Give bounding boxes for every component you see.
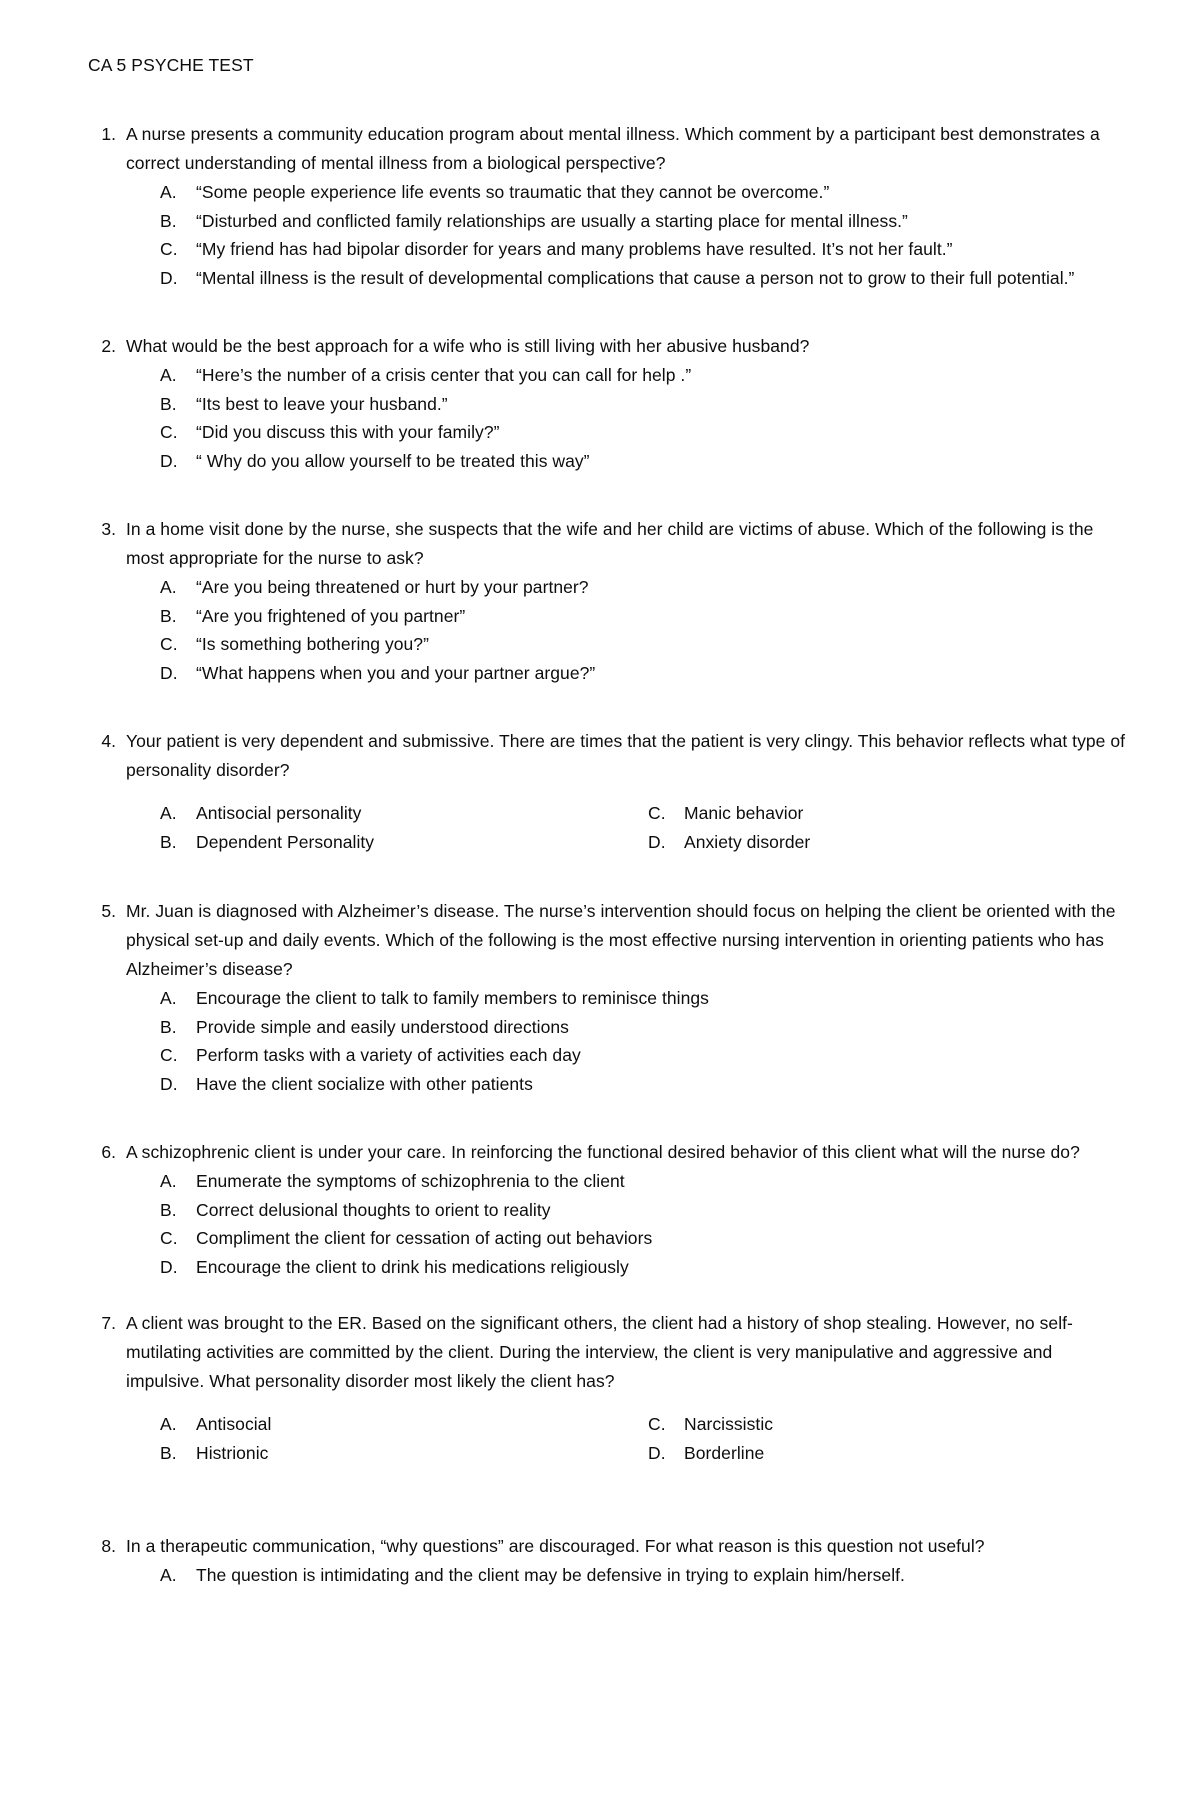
spacer: [88, 475, 1126, 515]
option-c[interactable]: [648, 799, 1068, 828]
option-text: Encourage the client to talk to family members to reminisce things: [196, 988, 709, 1008]
option-d[interactable]: [160, 1070, 1126, 1099]
option-c[interactable]: [160, 630, 1126, 659]
option-letter: D.: [160, 1073, 178, 1094]
question-8: [88, 1532, 1126, 1590]
option-a[interactable]: [160, 1410, 648, 1439]
option-text: Perform tasks with a variety of activities each day: [196, 1045, 581, 1065]
option-list: [126, 799, 1126, 857]
option-letter: D.: [648, 1443, 666, 1463]
option-list: [126, 1561, 1126, 1590]
option-d[interactable]: [648, 828, 1068, 857]
question-number: 4.: [101, 731, 116, 751]
question-2: [88, 332, 1126, 475]
option-text: Dependent Personality: [196, 832, 375, 852]
option-letter: D.: [160, 267, 178, 288]
option-letter: A.: [160, 1414, 177, 1434]
option-text: Anxiety disorder: [684, 832, 811, 852]
question-number: 1.: [101, 124, 116, 144]
question-stem: Your patient is very dependent and submissive. There are times that the patient is very clingy. This behavior reflects what type of personality disorder?: [126, 731, 1126, 780]
option-text: “Are you frightened of you partner”: [196, 605, 466, 626]
option-list: [126, 984, 1126, 1098]
option-letter: C.: [160, 1045, 178, 1065]
option-letter: D.: [160, 1256, 178, 1277]
option-d[interactable]: [160, 264, 1126, 293]
option-letter: B.: [160, 832, 177, 852]
option-letter: B.: [160, 605, 177, 626]
option-d[interactable]: [648, 1439, 1068, 1468]
option-c[interactable]: [160, 1041, 1126, 1070]
option-text: “Did you discuss this with your family?”: [196, 422, 500, 442]
option-text: Have the client socialize with other patients: [196, 1073, 533, 1094]
option-d[interactable]: [160, 447, 1126, 476]
option-b[interactable]: [160, 207, 1126, 236]
option-text: The question is intimidating and the client may be defensive in trying to explain him/herself.: [196, 1565, 905, 1585]
option-letter: A.: [160, 577, 177, 597]
option-column-left: [160, 1410, 648, 1468]
option-a[interactable]: [160, 1561, 1126, 1590]
question-stem: A schizophrenic client is under your care. In reinforcing the functional desired behavior of this client what will the nurse do?: [126, 1142, 1080, 1162]
option-list: [126, 178, 1126, 292]
option-text: “Some people experience life events so traumatic that they cannot be overcome.”: [196, 182, 830, 202]
spacer: [88, 1468, 1126, 1532]
option-column-right: [648, 799, 1068, 857]
option-letter: B.: [160, 1199, 177, 1220]
question-4: [88, 727, 1126, 857]
question-6: [88, 1138, 1126, 1281]
question-stem: In a home visit done by the nurse, she suspects that the wife and her child are victims of abuse. Which of the following is the most appropriate for the nurse to ask?: [126, 519, 1094, 568]
option-text: “What happens when you and your partner argue?”: [196, 662, 596, 683]
option-list: [126, 1410, 1126, 1468]
question-number: 6.: [101, 1142, 116, 1162]
option-text: “Mental illness is the result of developmental complications that cause a person not to grow to their full potential.”: [196, 267, 1075, 288]
option-letter: D.: [648, 832, 666, 852]
spacer: [88, 1098, 1126, 1138]
option-b[interactable]: [160, 828, 648, 857]
option-b[interactable]: [160, 1013, 1126, 1042]
option-column-right: [648, 1410, 1068, 1468]
option-text: “Is something bothering you?”: [196, 634, 429, 654]
option-text: Enumerate the symptoms of schizophrenia to the client: [196, 1171, 625, 1191]
question-number: 7.: [101, 1313, 116, 1333]
spacer: [88, 687, 1126, 727]
option-list: [126, 361, 1126, 475]
question-number: 2.: [101, 336, 116, 356]
option-text: Borderline: [684, 1443, 765, 1463]
option-c[interactable]: [160, 235, 1126, 264]
option-a[interactable]: [160, 361, 1126, 390]
question-number: 5.: [101, 901, 116, 921]
option-letter: A.: [160, 1565, 177, 1585]
option-b[interactable]: [160, 1439, 648, 1468]
option-letter: B.: [160, 1443, 177, 1463]
option-text: Compliment the client for cessation of acting out behaviors: [196, 1228, 653, 1248]
option-text: “My friend has had bipolar disorder for years and many problems have resulted. It’s not her fault.”: [196, 239, 953, 259]
question-1: [88, 120, 1126, 292]
option-text: Histrionic: [196, 1443, 269, 1463]
option-b[interactable]: [160, 1196, 1126, 1225]
option-c[interactable]: [160, 1224, 1126, 1253]
question-number: 8.: [101, 1536, 116, 1556]
option-d[interactable]: [160, 1253, 1126, 1282]
spacer: [88, 292, 1126, 332]
option-text: Correct delusional thoughts to orient to reality: [196, 1199, 551, 1220]
option-letter: A.: [160, 182, 177, 202]
option-a[interactable]: [160, 1167, 1126, 1196]
question-stem: A client was brought to the ER. Based on the significant others, the client had a history of shop stealing. However, no self-mutilating activities are committed by the client. During the interview, the client is very manipulative and aggressive and impulsive. What personality disorder most likely the client has?: [126, 1313, 1073, 1391]
option-letter: D.: [160, 662, 178, 683]
question-stem: A nurse presents a community education program about mental illness. Which comment by a participant best demonstrates a correct understanding of mental illness from a biological perspective?: [126, 124, 1100, 173]
option-letter: C.: [160, 1228, 178, 1248]
option-letter: D.: [160, 450, 178, 471]
question-3: [88, 515, 1126, 687]
option-letter: B.: [160, 210, 177, 231]
option-text: “Are you being threatened or hurt by your partner?: [196, 577, 589, 597]
option-letter: C.: [160, 239, 178, 259]
option-d[interactable]: [160, 659, 1126, 688]
option-letter: C.: [648, 803, 666, 823]
option-text: Narcissistic: [684, 1414, 774, 1434]
option-letter: C.: [160, 422, 178, 442]
question-stem: In a therapeutic communication, “why questions” are discouraged. For what reason is this question not useful?: [126, 1536, 985, 1556]
option-text: “Here’s the number of a crisis center that you can call for help .”: [196, 365, 692, 385]
option-text: Antisocial personality: [196, 803, 362, 823]
page-title: CA 5 PSYCHE TEST: [88, 55, 254, 75]
option-b[interactable]: [160, 602, 1126, 631]
question-5: [88, 897, 1126, 1098]
option-list: [126, 573, 1126, 687]
option-letter: C.: [648, 1414, 666, 1434]
option-list: [126, 1167, 1126, 1281]
option-a[interactable]: [160, 178, 1126, 207]
option-text: “Its best to leave your husband.”: [196, 393, 448, 414]
option-letter: C.: [160, 634, 178, 654]
question-stem: Mr. Juan is diagnosed with Alzheimer’s disease. The nurse’s intervention should focus on helping the client be oriented with the physical set-up and daily events. Which of the following is the most effective nursing intervention in orienting patients who has Alzheimer’s disease?: [126, 901, 1116, 979]
option-text: Provide simple and easily understood directions: [196, 1016, 569, 1037]
spacer: [88, 1281, 1126, 1309]
option-b[interactable]: [160, 390, 1126, 419]
option-letter: B.: [160, 1016, 177, 1037]
option-c[interactable]: [648, 1410, 1068, 1439]
spacer: [88, 857, 1126, 897]
question-stem: What would be the best approach for a wife who is still living with her abusive husband?: [126, 336, 810, 356]
option-text: Encourage the client to drink his medications religiously: [196, 1256, 629, 1277]
option-letter: A.: [160, 803, 177, 823]
option-a[interactable]: [160, 573, 1126, 602]
option-a[interactable]: [160, 984, 1126, 1013]
option-letter: A.: [160, 365, 177, 385]
option-text: “ Why do you allow yourself to be treated this way”: [196, 450, 590, 471]
option-letter: A.: [160, 988, 177, 1008]
option-letter: A.: [160, 1171, 177, 1191]
option-text: Antisocial: [196, 1414, 272, 1434]
option-column-left: [160, 799, 648, 857]
option-letter: B.: [160, 393, 177, 414]
option-c[interactable]: [160, 418, 1126, 447]
option-text: Manic behavior: [684, 803, 804, 823]
option-a[interactable]: [160, 799, 648, 828]
question-7: [88, 1309, 1126, 1468]
question-number: 3.: [101, 519, 116, 539]
option-text: “Disturbed and conflicted family relationships are usually a starting place for mental illness.”: [196, 210, 908, 231]
question-list: [0, 120, 1190, 1590]
